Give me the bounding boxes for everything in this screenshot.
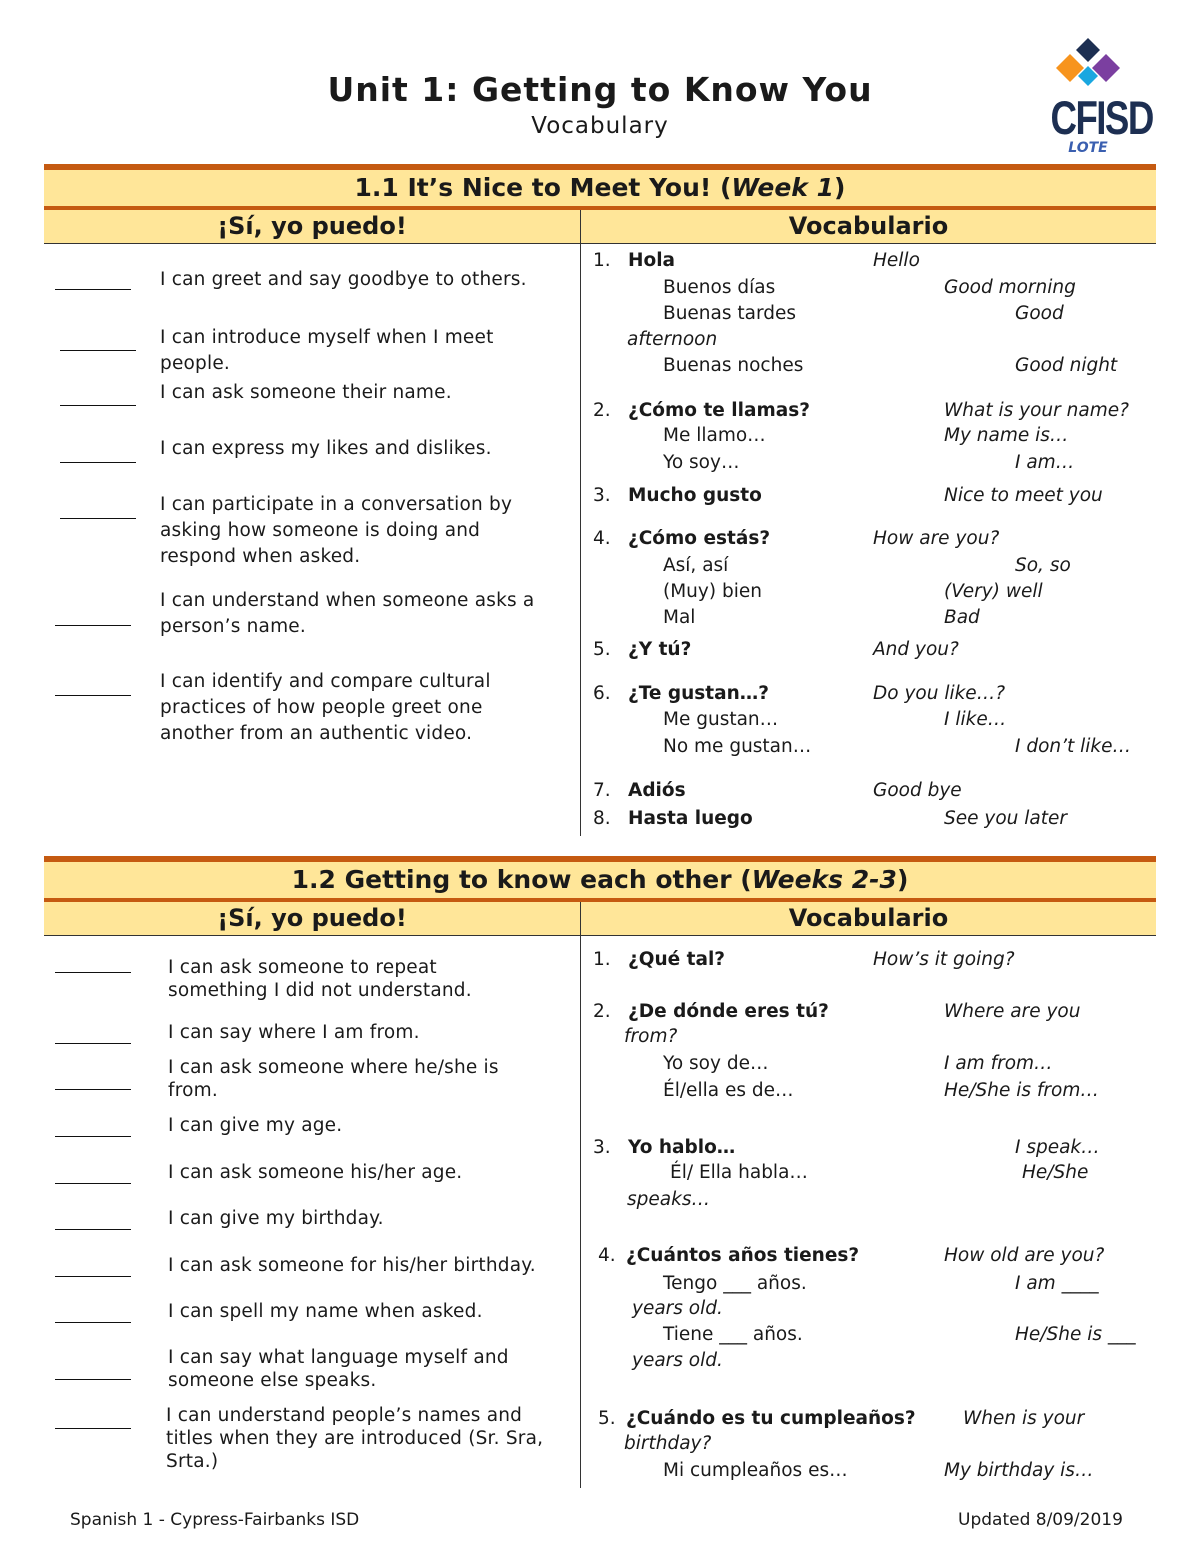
vocab-term: Buenas tardes [663, 303, 797, 324]
can-do-item: I can give my age. [168, 1115, 343, 1136]
vocab-translation: years old. [632, 1298, 723, 1319]
check-blank[interactable] [60, 518, 136, 519]
can-do-item: I can ask someone where he/she is from. [168, 1057, 499, 1101]
vocab-translation: My birthday is… [944, 1460, 1094, 1481]
vocab-number: 5. [593, 639, 611, 660]
check-blank[interactable] [60, 462, 136, 463]
vocab-translation: He/She is from… [944, 1080, 1099, 1101]
check-blank[interactable] [55, 1229, 131, 1230]
page-subtitle: Vocabulary [531, 113, 669, 139]
section-2-col-right-header: Vocabulario [581, 902, 1156, 935]
can-do-item: I can say what language myself and someone else speaks. [168, 1347, 509, 1391]
check-blank[interactable] [55, 1043, 131, 1044]
check-blank[interactable] [55, 625, 131, 626]
vocab-term: Me gustan… [663, 709, 779, 730]
vocab-translation: Nice to meet you [944, 485, 1103, 506]
check-blank[interactable] [55, 695, 131, 696]
vocab-term: ¿Cómo te llamas? [628, 400, 810, 421]
vocab-term: Hola [628, 250, 676, 271]
vocab-translation: (Very) well [944, 581, 1043, 602]
vocab-translation: I speak… [1015, 1137, 1100, 1158]
can-do-item: I can ask someone for his/her birthday. [168, 1255, 536, 1276]
vocab-term: ¿Cuándo es tu cumpleaños? [626, 1408, 916, 1429]
check-blank[interactable] [55, 289, 131, 290]
logo-subtext: LOTE [1068, 140, 1108, 156]
can-do-item: I can express my likes and dislikes. [160, 438, 492, 459]
vocab-translation: How’s it going? [873, 949, 1015, 970]
vocab-term: ¿Qué tal? [628, 949, 726, 970]
vocab-translation: He/She [1022, 1162, 1089, 1183]
section-1-col-right-header: Vocabulario [581, 210, 1156, 243]
vocab-number: 4. [598, 1245, 616, 1266]
section-2-title: 1.2 Getting to know each other (Weeks 2-3) [44, 862, 1156, 898]
vocab-number: 8. [593, 808, 611, 829]
check-blank[interactable] [55, 972, 131, 973]
vocab-translation: Hello [873, 250, 920, 271]
vocab-translation: I am ____ [1015, 1273, 1099, 1294]
logo-diamonds-icon [1040, 36, 1136, 96]
vocab-translation: So, so [1015, 555, 1071, 576]
can-do-item: I can understand people’s names and titles when they are introduced (Sr. Sra, Srta.) [166, 1405, 544, 1472]
vocab-term: Mucho gusto [628, 485, 762, 506]
vocab-term: ¿Cómo estás? [628, 528, 771, 549]
check-blank[interactable] [55, 1379, 131, 1380]
vocab-number: 2. [593, 400, 611, 421]
vocab-translation: Bad [944, 607, 980, 628]
vocab-translation: I like… [944, 709, 1007, 730]
footer-right: Updated 8/09/2019 [958, 1510, 1123, 1530]
can-do-item: I can ask someone to repeat something I did not understand. [168, 957, 472, 1001]
vocab-term: Tengo ___ años. [663, 1273, 807, 1294]
vocab-translation: See you later [944, 808, 1067, 829]
vocab-translation: When is your [963, 1408, 1085, 1429]
can-do-item: I can say where I am from. [168, 1022, 420, 1043]
vocab-number: 2. [593, 1001, 611, 1022]
vocab-term: Él/ella es de… [663, 1080, 794, 1101]
vocab-number: 3. [593, 1137, 611, 1158]
vocab-number: 5. [598, 1408, 616, 1429]
vocab-translation: Good bye [873, 780, 962, 801]
can-do-item: I can participate in a conversation by asking how someone is doing and respond when asked. [160, 494, 513, 567]
vocab-translation: I don’t like… [1015, 736, 1132, 757]
vocab-term: Buenos días [663, 277, 776, 298]
can-do-item: I can ask someone his/her age. [168, 1162, 463, 1183]
vocab-term: No me gustan… [663, 736, 812, 757]
vocab-term: ¿Y tú? [628, 639, 692, 660]
vocab-term: ¿Cuántos años tienes? [626, 1245, 860, 1266]
vocab-translation: Good [1015, 303, 1064, 324]
can-do-item: I can greet and say goodbye to others. [160, 269, 527, 290]
check-blank[interactable] [55, 1089, 131, 1090]
vocab-translation: speaks… [627, 1189, 710, 1210]
vocab-term: (Muy) bien [663, 581, 762, 602]
check-blank[interactable] [55, 1276, 131, 1277]
vocab-number: 3. [593, 485, 611, 506]
check-blank[interactable] [55, 1428, 131, 1429]
vocab-number: 4. [593, 528, 611, 549]
vocab-translation: from? [624, 1026, 678, 1047]
vocab-term: Tiene ___ años. [663, 1324, 803, 1345]
page-title: Unit 1: Getting to Know You [327, 70, 873, 109]
vocab-translation: And you? [873, 639, 959, 660]
vocab-translation: Good morning [944, 277, 1076, 298]
vocab-number: 1. [593, 250, 611, 271]
cfisd-logo [1040, 36, 1153, 162]
check-blank[interactable] [55, 1136, 131, 1137]
vocab-term: Buenas noches [663, 355, 804, 376]
vocab-translation: Do you like…? [873, 683, 1006, 704]
vocab-term: ¿Te gustan…? [628, 683, 770, 704]
can-do-item: I can understand when someone asks a person’s name. [160, 590, 535, 637]
vocab-translation: years old. [632, 1350, 723, 1371]
vocab-translation: How are you? [873, 528, 1000, 549]
vocab-term: Mi cumpleaños es… [663, 1460, 848, 1481]
vocab-term: Hasta luego [628, 808, 753, 829]
vocab-translation: birthday? [624, 1433, 712, 1454]
vocab-term: Yo hablo… [628, 1137, 736, 1158]
vocab-number: 7. [593, 780, 611, 801]
check-blank[interactable] [55, 1183, 131, 1184]
logo-text: CFISD [1050, 91, 1153, 144]
can-do-item: I can identify and compare cultural practices of how people greet one another from an authentic video. [160, 671, 491, 744]
vocab-translation: What is your name? [944, 400, 1129, 421]
vocab-term: Él/ Ella habla… [670, 1162, 808, 1183]
can-do-item: I can introduce myself when I meet people. [160, 327, 494, 374]
vocab-translation: My name is… [944, 425, 1069, 446]
vocab-translation: Good night [1015, 355, 1118, 376]
check-blank[interactable] [60, 405, 136, 406]
vocab-term: Yo soy… [663, 452, 740, 473]
vocab-translation: afternoon [627, 329, 718, 350]
vocab-term: ¿De dónde eres tú? [628, 1001, 829, 1022]
vocab-number: 1. [593, 949, 611, 970]
section-1-title: 1.1 It’s Nice to Meet You! (Week 1) [44, 170, 1156, 206]
can-do-item: I can ask someone their name. [160, 382, 452, 403]
vocab-term: Así, así [663, 555, 729, 576]
section-2-col-left-header: ¡Sí, yo puedo! [44, 902, 580, 935]
vocab-number: 6. [593, 683, 611, 704]
can-do-item: I can give my birthday. [168, 1208, 384, 1229]
vocab-translation: He/She is ___ [1015, 1324, 1136, 1345]
vocab-term: Yo soy de… [663, 1053, 769, 1074]
vocab-term: Mal [663, 607, 696, 628]
can-do-item: I can spell my name when asked. [168, 1301, 483, 1322]
check-blank[interactable] [60, 350, 136, 351]
vocab-translation: How old are you? [944, 1245, 1105, 1266]
check-blank[interactable] [55, 1322, 131, 1323]
vocab-translation: I am… [1015, 452, 1075, 473]
vocab-term: Adiós [628, 780, 686, 801]
vocab-translation: Where are you [944, 1001, 1081, 1022]
vocab-term: Me llamo… [663, 425, 766, 446]
vocab-translation: I am from… [944, 1053, 1053, 1074]
footer-left: Spanish 1 - Cypress-Fairbanks ISD [70, 1510, 360, 1530]
section-1-col-left-header: ¡Sí, yo puedo! [44, 210, 580, 243]
